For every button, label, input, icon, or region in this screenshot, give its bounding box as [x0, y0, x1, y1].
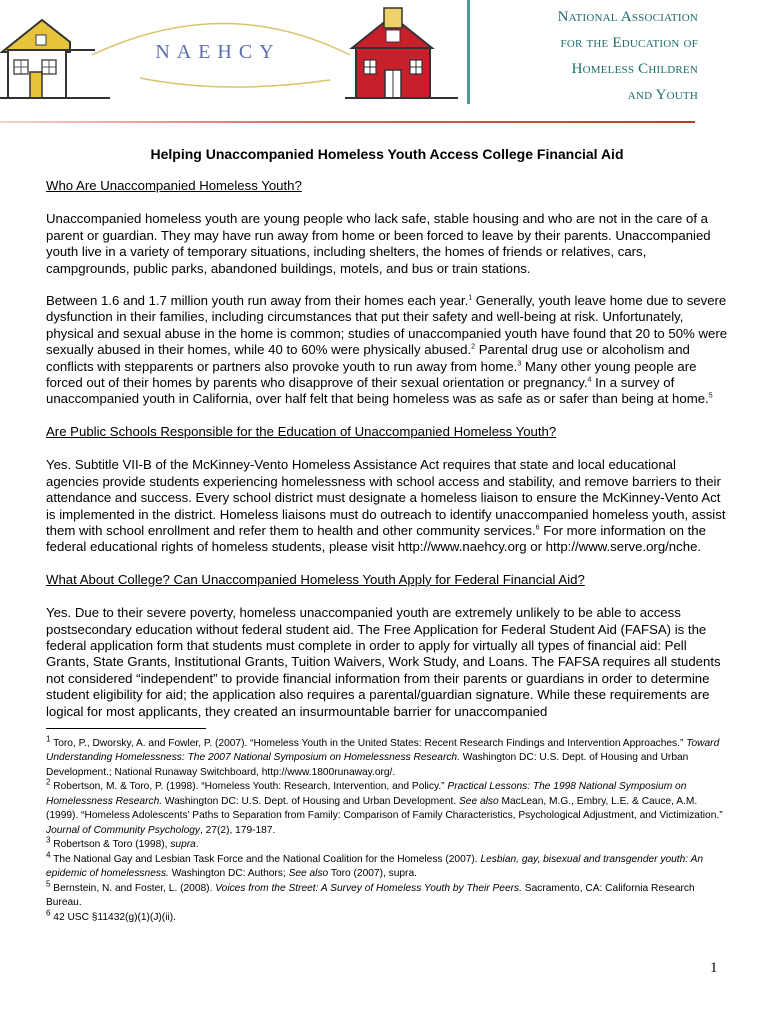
footnote-ref: 3	[517, 360, 522, 368]
org-line-3: Homeless Children	[571, 61, 698, 77]
org-line-2: for the Education of	[560, 35, 698, 51]
house-icon	[0, 20, 110, 98]
paragraph: Between 1.6 and 1.7 million youth run away from their homes each year.$^1$ Generally, youth leave home due to severe dysfunction in their families, including circumstances that put their safety and well-being at risk. Unfortunately, physical and sexual abuse in the home is common; studies of unaccompanied youth have found that 20 to 50% were sexually abused in their homes, while 40 to 60% were physically abused.$^2$ Parental drug use or alcoholism and conflicts with stepparents or partners also provoke youth to run away from home.$^3$ Many other young people are forced out of their homes by parents who disapprove of their sexual orientation or pregnancy.$^4$ In a survey of unaccompanied youth in California, over half felt that being homeless was as safe as or safer than being at home.$^5$	[46, 293, 728, 407]
section-heading: Who Are Unaccompanied Homeless Youth?	[46, 178, 302, 193]
paragraph: Yes. Due to their severe poverty, homeless unaccompanied youth are extremely unlikely to be able to access postsecondary education without federal student aid. The Free Application for Federal Student Aid (FAFSA) is the federal application form that students must complete in order to apply for virtually all types of financial aid: Pell Grants, State Grants, Institutional Grants, Tuition Waivers, Work Study, and Loans. The FAFSA requires all students not considered “independent” to provide financial information from their parents or guardians in order to determine student eligibility for aid; the application also requires a parental/guardian signature. While these requirements are logical for most applicants, they created an insurmountable barrier for unaccompanied	[46, 605, 721, 719]
org-name	[470, 4, 698, 108]
paragraph: Unaccompanied homeless youth are young people who lack safe, stable housing and who are not in the care of a parent or guardian. They may have run away from home or been forced to leave by their parents. Unaccompanied youth live in a variety of temporary situations, including shelters, the homes of friends or relatives, cars, campgrounds, public parks, abandoned buildings, motels, and bus or train stations.	[46, 211, 711, 276]
schoolhouse-icon	[345, 8, 458, 98]
footnote-1: $^1$ Toro, P., Dworsky, A. and Fowler, P. (2007). “Homeless Youth in the United States: Recent Research Findings and Intervention Approaches.” Toward Understanding Homelessness: The 2007 National Symposium on Homelessness Research. Washington DC: U.S. Dept. of Housing and Urban Development.; National Runaway Switchboard, http://www.1800runaway.org/.	[46, 734, 720, 778]
section-heading: What About College? Can Unaccompanied Homeless Youth Apply for Federal Financial Aid?	[46, 571, 585, 587]
header-rule	[0, 121, 695, 123]
footnote-ref: 5	[708, 393, 713, 401]
footnote-ref: 2	[471, 343, 476, 351]
footnote-ref: 1	[468, 294, 473, 302]
page-title: Helping Unaccompanied Homeless Youth Access College Financial Aid	[150, 146, 624, 162]
footnote-3: $^3$ Robertson & Toro (1998), supra.	[46, 836, 199, 851]
footnote-ref: 4	[587, 376, 592, 384]
footnote-6: $^6$ 42 USC §11432(g)(1)(J)(ii).	[46, 908, 176, 923]
naehcy-logo	[0, 0, 460, 118]
paragraph: Yes. Subtitle VII-B of the McKinney-Vento Homeless Assistance Act requires that state and local educational agencies provide students experiencing homelessness with school access and stability, and remove barriers to their attendance and success. Every school district must designate a homeless liaison to ensure the McKinney-Vento Act is implemented in the district. Homeless liaisons must do outreach to identify unaccompanied homeless youth, assist them with school enrollment and refer them to health and other community services.$^6$ For more information on the federal educational rights of homeless students, please visit http://www.naehcy.org or http://www.serve.org/nche.	[46, 457, 726, 555]
footnote-4: $^4$ The National Gay and Lesbian Task Force and the National Coalition for the Homeless (2007). Lesbian, gay, bisexual and transgender youth: An epidemic of homelessness. Washington DC: Authors; See also Toro (2007), supra.	[46, 850, 704, 880]
logo-wordmark: NAEHCY	[155, 41, 281, 63]
section-heading: Are Public Schools Responsible for the Education of Unaccompanied Homeless Youth?	[46, 423, 557, 439]
page-header	[0, 0, 770, 130]
footnote-ref: 6	[535, 524, 540, 532]
document-body	[46, 146, 728, 925]
footnote-5: $^5$ Bernstein, N. and Foster, L. (2008). Voices from the Street: A Survey of Homeless Youth by Their Peers. Sacramento, CA: California Research Bureau.	[46, 879, 695, 909]
org-line-1: National Association	[557, 9, 698, 25]
footnote-2: $^2$ Robertson, M. & Toro, P. (1998). “Homeless Youth: Research, Intervention, and Policy.” Practical Lessons: The 1998 National Symposium on Homelessness Research. Washington DC: U.S. Dept. of Housing and Urban Development. See also MacLean, M.G., Embry, L.E. & Cauce, A.M. (1999). “Homeless Adolescents’ Paths to Separation from Family: Comparison of Family Characteristics, Psychological Adjustment, and Victimization.” Journal of Community Psychology, 27(2), 179-187.	[46, 778, 723, 836]
page-number: 1	[710, 960, 718, 976]
footnote-divider	[46, 728, 206, 729]
org-line-4: and Youth	[627, 87, 698, 103]
